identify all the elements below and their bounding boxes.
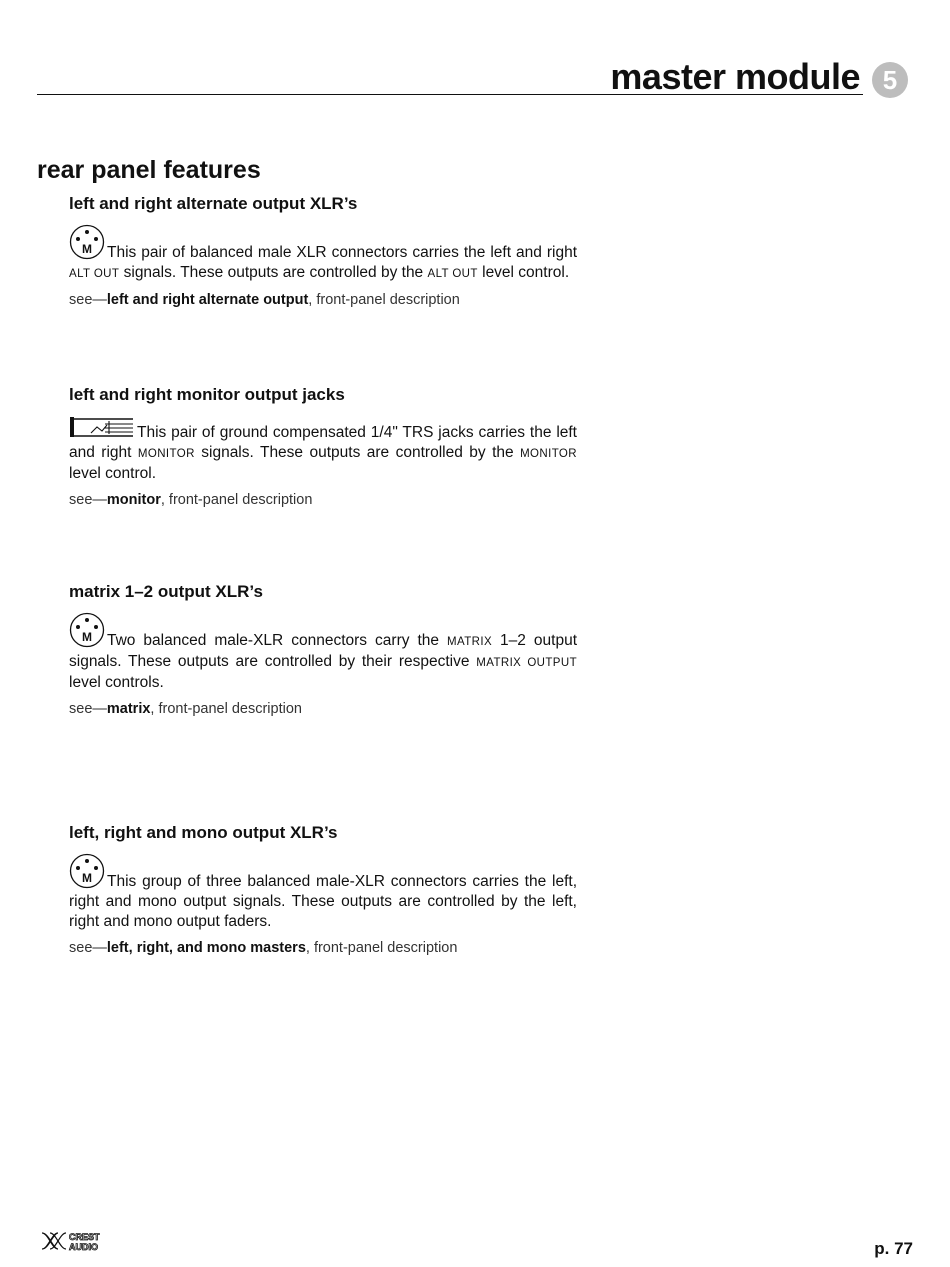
description-text: Two balanced male-XLR connectors carry the [107, 632, 448, 649]
see-reference-link: left, right, and mono masters [106, 940, 306, 956]
see-reference [69, 700, 577, 718]
see-reference-suffix: , front-panel description [160, 492, 313, 508]
xlr-male-connector-icon [69, 612, 105, 648]
section-heading: rear panel features [37, 156, 261, 184]
feature-matrix-output-xlr [69, 581, 577, 718]
description-text: This group of three balanced male-XLR connectors carries the left, right and mono output signals. These outputs are controlled by the left, right and mono output faders. [69, 873, 577, 930]
feature-title: matrix 1–2 output XLR’s [69, 582, 263, 601]
feature-description [69, 853, 577, 932]
page-number: p. 77 [874, 1239, 913, 1258]
feature-lr-mono-output-xlr [69, 822, 577, 957]
feature-alt-output-xlr [69, 193, 577, 309]
feature-description [69, 612, 577, 693]
feature-title: left and right monitor output jacks [69, 385, 345, 404]
page-title: master module [610, 56, 860, 97]
description-text: signals. These outputs are controlled by the [119, 264, 428, 281]
header-divider [37, 94, 863, 95]
description-text: level control. [69, 465, 157, 482]
description-text: level controls. [69, 674, 164, 691]
trs-jack-icon [69, 416, 135, 438]
see-reference-suffix: , front-panel description [150, 701, 302, 717]
see-reference [69, 491, 577, 509]
see-reference-suffix: , front-panel description [305, 940, 458, 956]
see-reference-link: monitor [106, 492, 161, 508]
see-reference [69, 939, 577, 957]
feature-monitor-output-jacks [69, 384, 577, 509]
see-prefix: see— [69, 701, 107, 717]
feature-description [69, 224, 577, 284]
description-text: level control. [477, 264, 570, 281]
description-text: 1–2 output signals. These outputs are controlled by their respective [69, 632, 577, 670]
xlr-male-connector-icon [69, 224, 105, 260]
feature-title: left, right and mono output XLR’s [69, 823, 338, 842]
logo-wordmark-audio: AUDIO [69, 1242, 98, 1252]
control-name: ALT OUT [69, 268, 120, 280]
see-reference [69, 291, 577, 309]
crest-audio-logo [40, 1230, 114, 1252]
svg-text:M: M [82, 242, 92, 256]
xlr-male-connector-icon [69, 853, 105, 889]
description-text: signals. These outputs are controlled by the [194, 444, 521, 461]
see-prefix: see— [69, 492, 107, 508]
svg-text:M: M [82, 871, 92, 885]
svg-text:M: M [82, 630, 92, 644]
control-name: MATRIX [447, 636, 493, 648]
see-reference-link: left and right alternate output [106, 292, 309, 308]
see-reference-link: matrix [106, 701, 151, 717]
description-text: This pair of balanced male XLR connectors carries the left and right [107, 244, 577, 261]
description-text: This pair of ground compensated 1/4" TRS jacks carries the left and right [69, 424, 577, 461]
see-prefix: see— [69, 940, 107, 956]
feature-title: left and right alternate output XLR’s [69, 194, 358, 213]
control-name: MATRIX OUTPUT [476, 657, 577, 669]
chapter-number-badge: 5 [872, 62, 908, 98]
see-prefix: see— [69, 292, 107, 308]
see-reference-suffix: , front-panel description [308, 292, 460, 308]
logo-wordmark-crest: CREST [69, 1232, 100, 1242]
control-name: MONITOR [137, 448, 195, 460]
feature-description [69, 416, 577, 484]
control-name: MONITOR [520, 448, 577, 460]
control-name: ALT OUT [427, 268, 478, 280]
